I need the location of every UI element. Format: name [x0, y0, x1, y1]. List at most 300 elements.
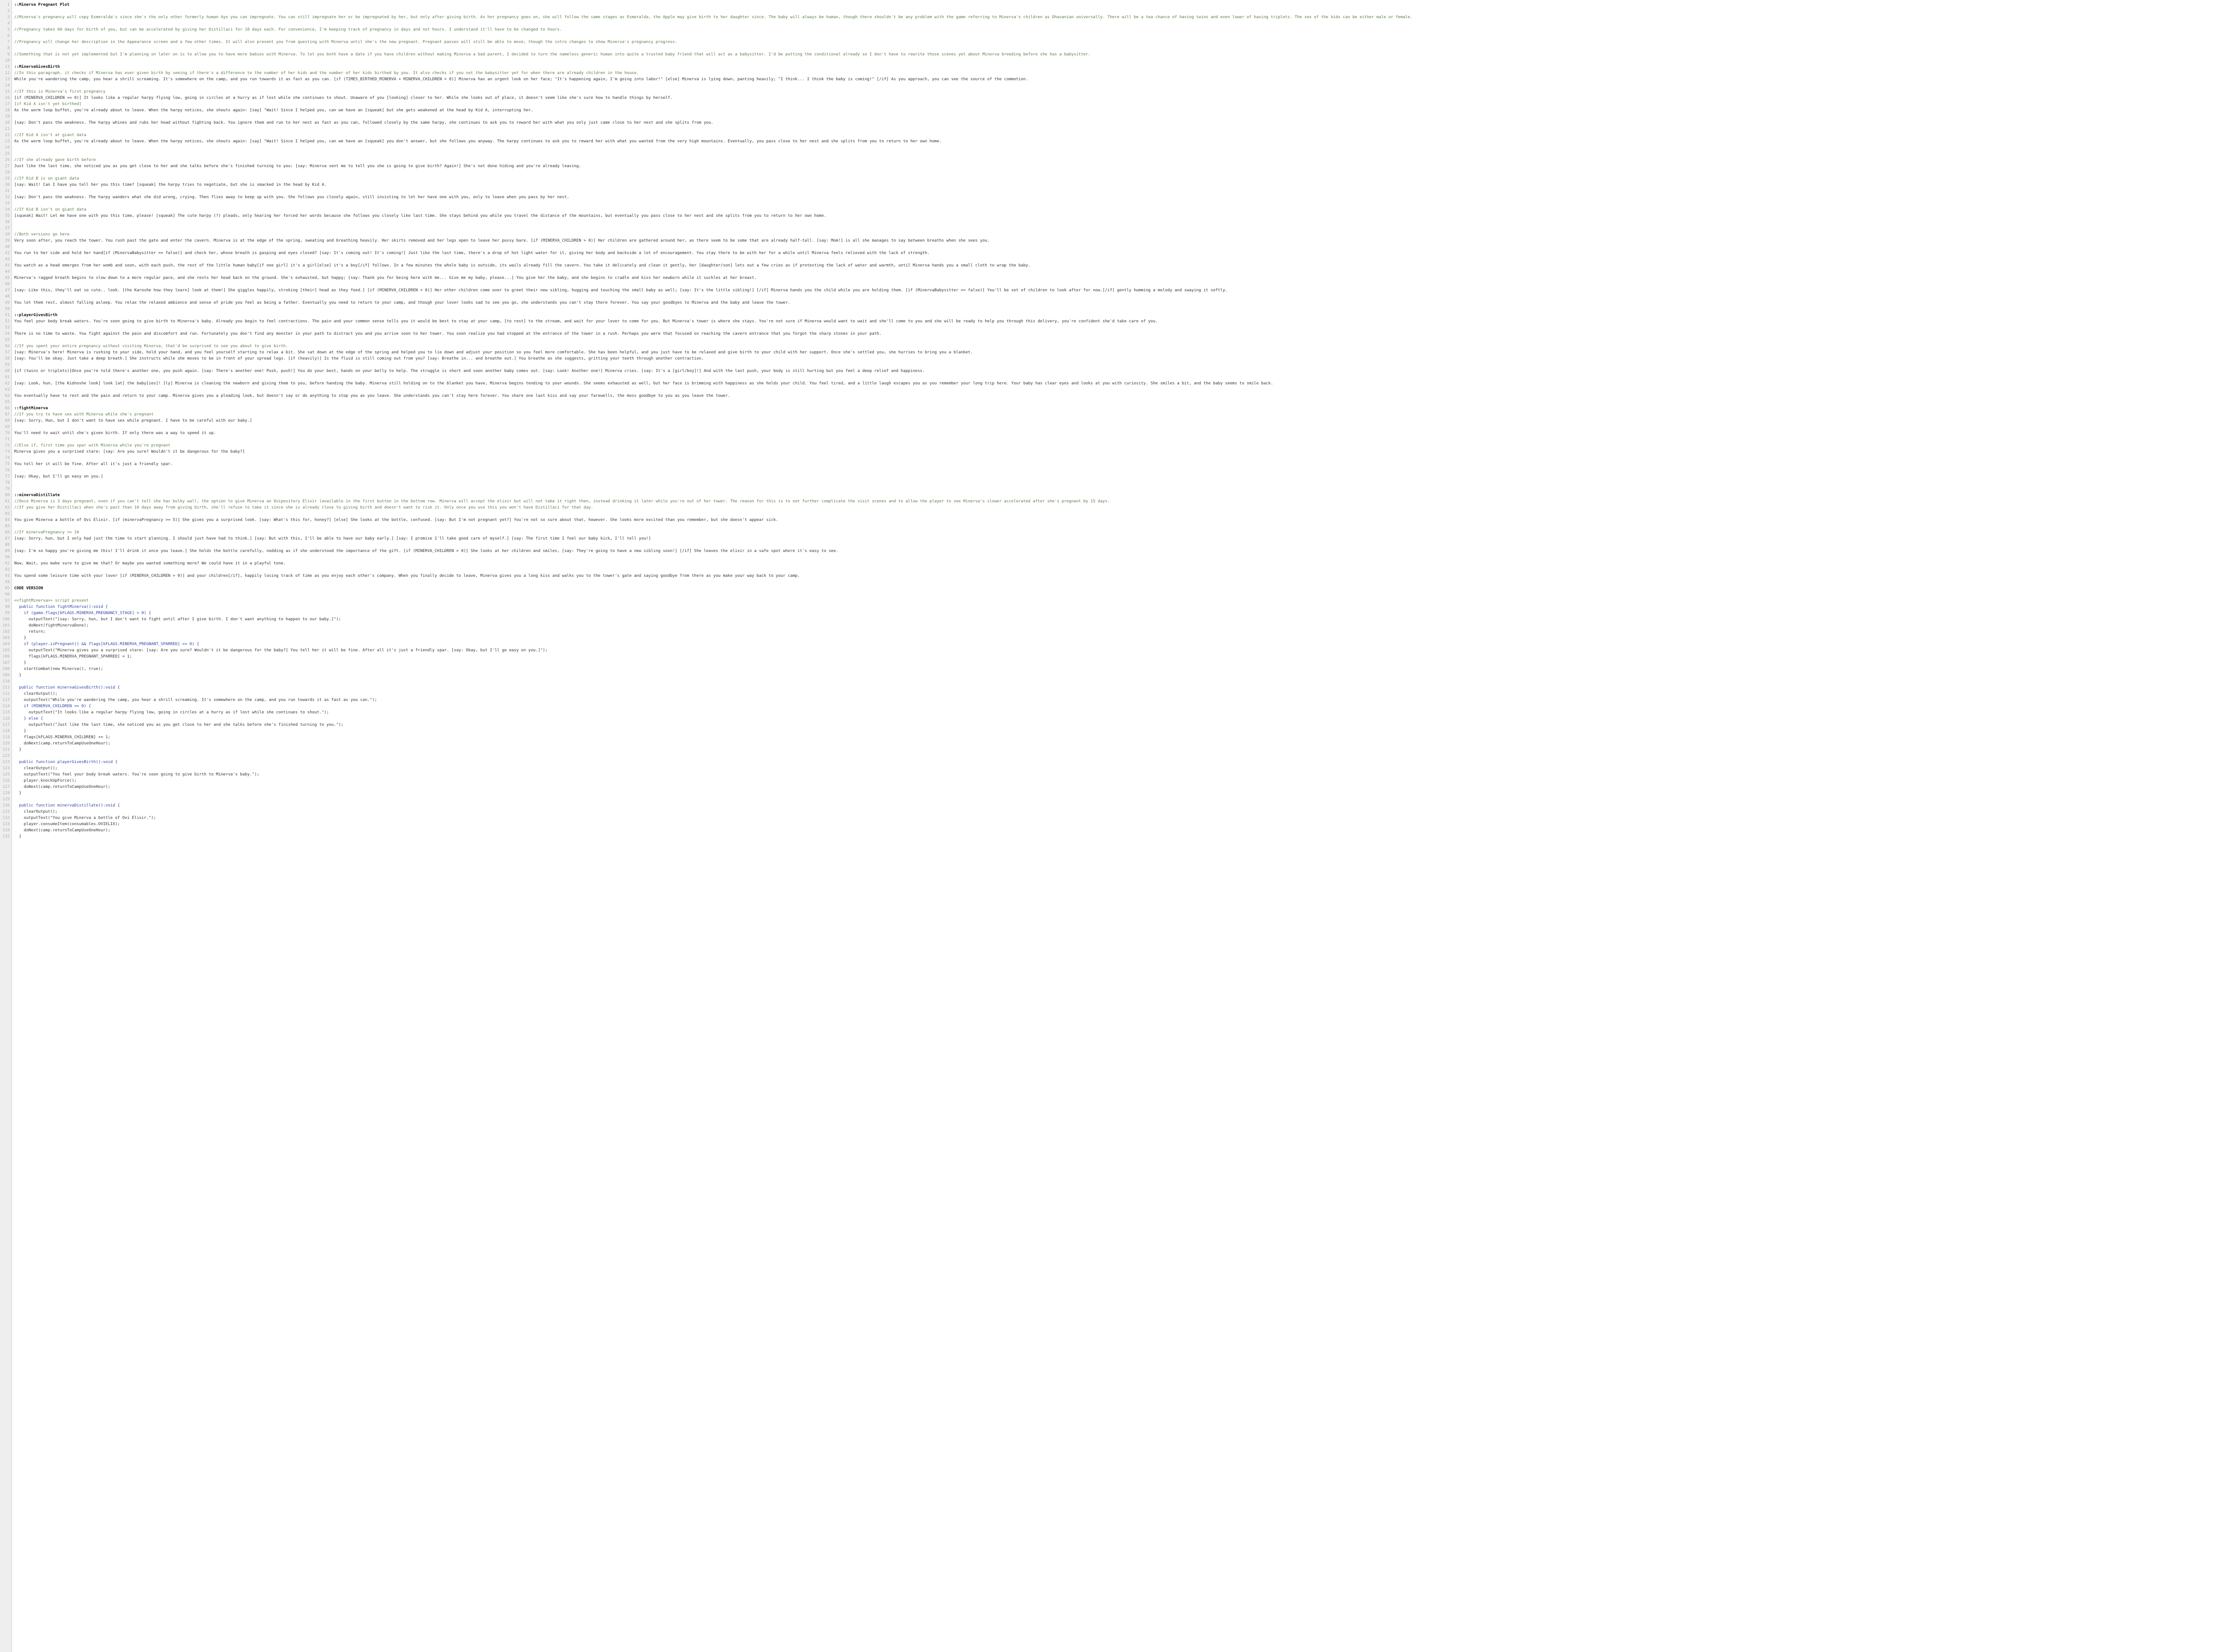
line-number: 86 — [5, 530, 10, 535]
line-number: 64 — [5, 394, 10, 398]
line-number: 59 — [5, 363, 10, 367]
line-text: You run to her side and hold her hand[if (MinervaBabysitter == false)] and check her, whose breath is gasping and eyes closed? [say: It's coming out! It's coming!] Just like the last time, there's a drop of hot light water for it, giving her body and backside a lot of encouragement. You stay there to be with her for a while until Minerva feels relieved with the lack of strength. — [14, 251, 930, 255]
line-text: You let them rest, almost falling asleep. You relax the relaxed ambience and sense of pride you feel as being a father. Eventually you need to return to your camp, and though your lover looks sad to see you go, she understands you can't stay there forever. You say your goodbyes to Minerva and the baby and leave the tower. — [14, 301, 791, 305]
line-text: outputText("While you're wandering the camp, you hear a shrill screaming. It's somewhere on the camp, and you run towards it as fast as you can."); — [14, 698, 377, 702]
line-text: You spend some leisure time with your lover [if (MINERVA_CHILDREN > 0)] and your children[/if], happily losing track of time as you enjoy each other's company. When you finally decide to leave, Minerva gives you a long kiss and walks you to the tower's gate and saying goodbye from there as you make your way back to your camp. — [14, 574, 800, 578]
text-line — [0, 598, 2217, 604]
line-number: 67 — [5, 412, 10, 417]
line-text: //If minervaPregnancy >= 10 — [14, 530, 79, 535]
line-number: 92 — [5, 568, 10, 572]
line-number: 71 — [5, 437, 10, 442]
text-line — [0, 356, 2217, 362]
line-text: //Else if, first time you spar with Minerva while you're pregnant — [14, 443, 171, 448]
line-text: Just like the last time, she noticed you as you get close to her and she talks before she's finished turning to you: [say: Minerva sent me to tell you she is going to give birth? Again!] She's not done hiding and you're already leaving. — [14, 164, 581, 168]
text-line — [0, 132, 2217, 138]
line-text: if (player.isPregnant() && flags[kFLAGS.MINERVA_PREGNANT_SPARRED] == 0) { — [14, 642, 200, 646]
line-text: You give Minerva a bottle of Ovi Elixir. [if (minervaPregnancy >= 5)] She gives you a surprised look. [say: What's this for, honey?] [else] She looks at the bottle, confused. [say: But I'm not pregnant yet?] You're not so sure about that, however. She looks more excited than you remember, but she doesn't appear sick. — [14, 518, 779, 522]
line-text: public function playerGivesBirth():void { — [14, 760, 118, 764]
text-line — [0, 39, 2217, 45]
line-text: } — [14, 791, 22, 795]
line-number: 16 — [5, 96, 10, 100]
line-number: 46 — [5, 282, 10, 286]
text-line — [0, 182, 2217, 188]
line-number: 115 — [2, 710, 10, 715]
text-line — [0, 498, 2217, 505]
text-line — [0, 560, 2217, 567]
text-line — [0, 256, 2217, 262]
text-line — [0, 325, 2217, 331]
line-number: 43 — [5, 263, 10, 268]
text-line — [0, 685, 2217, 691]
line-text: doNext(camp.returnToCampUseOneHour); — [14, 828, 110, 833]
text-line — [0, 138, 2217, 145]
text-line — [0, 411, 2217, 418]
text-line — [0, 691, 2217, 697]
line-text: You watch as a head emerges from her womb and soon, with each push, the rest of the little human baby[if one girl] it's a girl[else] it's a boy[/if] follows. In a few minutes the whole baby is outside, its wails already fill the cavern. You take it delicately and clean it gently, her [daughter/son] lets out a few cries as if protesting the lack of water and warmth, until Minerva hands you a small cloth to wrap the baby. — [14, 263, 1031, 268]
text-line — [0, 803, 2217, 809]
line-number: 4 — [7, 21, 10, 26]
line-number: 100 — [2, 617, 10, 622]
line-number: 90 — [5, 555, 10, 560]
text-line — [0, 101, 2217, 107]
text-line — [0, 114, 2217, 120]
text-line — [0, 45, 2217, 51]
line-text: There is no time to waste. You fight against the pain and discomfort and run. Fortunately you don't find any monster in your path to distract you and you arrive soon to her tower. You soon realize you had stopped at the entrance of the tower in a rush. Perhaps you were that focused on reaching the cavern entrance that you forgot the sharp stones in your path. — [14, 332, 882, 336]
line-number: 91 — [5, 561, 10, 566]
line-number: 32 — [5, 195, 10, 200]
line-number: 87 — [5, 536, 10, 541]
line-text: Minerva's ragged breath begins to slow down to a more regular pace, and she rests her head back on the ground. She's exhausted, but happy; [say: Thank you for being here with me... Give me my baby, please...] You give her the baby, and she begins to cradle and kiss her newborn while it suckles at her breast. — [14, 276, 757, 280]
line-number: 111 — [2, 685, 10, 690]
line-text: [if (MINERVA_CHILDREN == 0)] It looks like a regular harpy flying low, going in circles at a hurry as if lost while she continues to shout. Unaware of you [looking] closer to her. While she looks out of place, it doesn't seem like she's sure how to handle things by herself. — [14, 96, 673, 100]
line-number: 31 — [5, 189, 10, 193]
line-number: 20 — [5, 121, 10, 125]
line-text: <<fightMinerva>> script present — [14, 599, 89, 603]
line-number: 11 — [5, 65, 10, 69]
line-number: 121 — [2, 748, 10, 752]
line-text: //Pregnancy takes 60 days for birth of you, but can be accelerated by giving her Distillaci for 10 days each. For convenience, I'm keeping track of pregnancy in days and not hours. I understand it'll have to be changed to hours. — [14, 27, 562, 32]
line-number: 106 — [2, 654, 10, 659]
line-text: } — [14, 636, 27, 640]
line-text: player.consumeItem(consumables.OVIELIX); — [14, 822, 120, 826]
line-number: 79 — [5, 487, 10, 491]
text-line — [0, 672, 2217, 678]
text-line — [0, 89, 2217, 95]
text-line — [0, 660, 2217, 666]
line-number: 25 — [5, 152, 10, 156]
line-number: 130 — [2, 803, 10, 808]
line-number: 112 — [2, 692, 10, 696]
line-number: 57 — [5, 350, 10, 355]
text-line — [0, 58, 2217, 64]
text-line — [0, 306, 2217, 312]
line-number: 45 — [5, 276, 10, 280]
line-text: As the worm loop buffet, you're already about to leave. When the harpy notices, she shouts again: [say] "Wait! Since I helped you, can we have an [squeak] you don't answer, but she follows you anyway. The harpy continues to ask you to reward her with what you wanted from the very high mountains. Eventually, you pass close to her nest and she splits from you to return to her own home. — [14, 139, 942, 144]
line-text: [if (twins or triplets)]Once you're told there's another one, you push again. [say: There's another one! Push, push!] You do your best, hands on your belly to help. The struggle is short and soon another baby comes out. [say: Look! Another one!] Minerva cries. [say: It's a [girl/boy]!] And with the last push, your body is still hurting but you feel a deep relief and happiness. — [14, 369, 925, 373]
line-number: 124 — [2, 766, 10, 771]
text-line — [0, 76, 2217, 82]
line-text: outputText("It looks like a regular harpy flying low, going in circles at a hurry as if lost while she continues to shout."); — [14, 710, 329, 715]
line-text: if (game.flags[kFLAGS.MINERVA_PREGNANCY_STAGE] > 0) { — [14, 611, 151, 615]
line-text: outputText("Just like the last time, she noticed you as you get close to her and she talks before she's finished turning to you."); — [14, 723, 344, 727]
line-text: //Something that is not yet implemented but I'm planning on later on is to allow you to have more babies with Minerva. To let you both have a date if you have children without making Minerva a bad parent, I decided to turn the nameless generic human into quite a trusted baby friend that will act as a babysitter. I'd be putting the conditional already so I don't have to rewrite those scenes yet about Minerva breeding before she has a babysitter. — [14, 52, 1091, 57]
line-number: 132 — [2, 816, 10, 820]
text-line — [0, 604, 2217, 610]
line-text: //If Kid B isn't on giant data — [14, 207, 86, 212]
text-line — [0, 188, 2217, 194]
text-line — [0, 393, 2217, 399]
text-line — [0, 250, 2217, 256]
text-line — [0, 312, 2217, 318]
text-line — [0, 163, 2217, 169]
line-text: outputText("You feel your body break waters. You're soon going to give birth to Minerva's baby."); — [14, 772, 259, 777]
text-line — [0, 405, 2217, 411]
line-number: 122 — [2, 754, 10, 758]
text-line — [0, 238, 2217, 244]
line-number: 88 — [5, 543, 10, 547]
line-number: 36 — [5, 220, 10, 224]
text-line — [0, 647, 2217, 654]
line-text: //If Kid B is on giant data — [14, 176, 79, 181]
line-number: 2 — [7, 9, 10, 13]
line-number: 80 — [5, 493, 10, 497]
line-number: 74 — [5, 456, 10, 460]
line-text: clearOutput(); — [14, 766, 58, 771]
text-line — [0, 2, 2217, 8]
line-text: flags[kFLAGS.MINERVA_PREGNANT_SPARRED] = 1; — [14, 654, 132, 659]
text-line — [0, 585, 2217, 591]
text-line — [0, 442, 2217, 449]
line-number: 114 — [2, 704, 10, 709]
line-number: 13 — [5, 77, 10, 82]
text-line — [0, 809, 2217, 815]
line-text: outputText("Minerva gives you a surprised stare: [say: Are you sure? Wouldn't it be dangerous for the baby?] You tell her it will be fine. After all it's just a friendly spar. [say: Okay, but I'll go easy on you.]"); — [14, 648, 548, 653]
line-number: 94 — [5, 580, 10, 584]
text-line — [0, 269, 2217, 275]
text-line — [0, 542, 2217, 548]
line-text: startCombat(new Minerva(), true); — [14, 667, 103, 671]
line-number: 62 — [5, 381, 10, 386]
line-text: [say: Wait! Can I have you tell her you this time? [squeak] the harpy tries to negotiate, but she is smacked in the head by Kid A. — [14, 183, 327, 187]
text-line — [0, 461, 2217, 467]
line-number: 129 — [2, 797, 10, 802]
line-number: 66 — [5, 406, 10, 411]
line-number: 133 — [2, 822, 10, 826]
line-text: [say: You'll be okay. Just take a deep breath.] She instructs while she moves to be in front of your spread legs. [if (heavily)] Is the fluid is still coming out from you? [say: Breathe in... and breathe out.] You breathe as she suggests, gritting your teeth through another contraction. — [14, 356, 704, 361]
text-line — [0, 591, 2217, 598]
line-number: 96 — [5, 592, 10, 597]
line-number: 23 — [5, 139, 10, 144]
line-number: 68 — [5, 419, 10, 423]
text-line — [0, 64, 2217, 70]
line-number: 52 — [5, 319, 10, 324]
line-number: 28 — [5, 170, 10, 175]
line-text: //Both versions go here — [14, 232, 70, 237]
text-line — [0, 157, 2217, 163]
text-line — [0, 492, 2217, 498]
text-line — [0, 294, 2217, 300]
line-number: 33 — [5, 201, 10, 206]
text-line — [0, 275, 2217, 281]
line-number: 78 — [5, 481, 10, 485]
text-line — [0, 287, 2217, 294]
text-line — [0, 8, 2217, 14]
line-number: 8 — [7, 46, 10, 51]
text-line — [0, 14, 2217, 20]
line-number: 58 — [5, 356, 10, 361]
line-number: 7 — [7, 40, 10, 44]
line-text: You feel your body break waters. You're soon going to give birth to Minerva's baby. Already you begin to feel contractions. The pain and your common sense tells you it would be best to stay at your camp, [to rest] to the stream, and wait for your lover to come for you. But Minerva's tower is where she stays. You're not sure if Minerva would want to wait and she'll come to you and she will be ready to help you through this delivery, you're confident she'd take care of you. — [14, 319, 1158, 324]
line-number: 69 — [5, 425, 10, 429]
text-line — [0, 374, 2217, 380]
text-line — [0, 616, 2217, 622]
line-number: 83 — [5, 512, 10, 516]
line-number: 63 — [5, 388, 10, 392]
line-number: 119 — [2, 735, 10, 740]
line-number: 5 — [7, 27, 10, 32]
text-line — [0, 169, 2217, 176]
line-text: //If you spent your entire pregnancy without visiting Minerva, that'd be surprised to see you about to give birth. — [14, 344, 288, 348]
line-text: } — [14, 661, 27, 665]
line-text: [say: Okay, but I'll go easy on you.] — [14, 474, 103, 479]
text-line — [0, 709, 2217, 716]
line-text: Now, Wait, you make sure to give me that? Or maybe you wanted something more? We could have it in a playful tone. — [14, 561, 286, 566]
text-line — [0, 436, 2217, 442]
line-number: 125 — [2, 772, 10, 777]
text-line — [0, 821, 2217, 827]
text-line — [0, 120, 2217, 126]
line-number: 118 — [2, 729, 10, 733]
line-number: 44 — [5, 270, 10, 274]
line-text: outputText("[say: Sorry, hun, but I don't want to fight until after I give birth. I don't want anything to happen to our baby.]"); — [14, 617, 341, 622]
text-line — [0, 399, 2217, 405]
line-number: 108 — [2, 667, 10, 671]
text-line — [0, 765, 2217, 771]
line-number: 54 — [5, 332, 10, 336]
line-number: 19 — [5, 114, 10, 119]
line-number: 70 — [5, 431, 10, 435]
text-line — [0, 610, 2217, 616]
line-text: //In this paragraph, it checks if Minerva has ever given birth by seeing if there's a difference to the number of her kids and the number of her kids birthed by you. It also checks if you set the babysitter yet for when there are already children in the house. — [14, 71, 639, 75]
text-line — [0, 759, 2217, 765]
line-number: 3 — [7, 15, 10, 20]
text-line — [0, 827, 2217, 834]
line-number: 39 — [5, 239, 10, 243]
line-text: [say: Don't pass the weakness. The harpy whines and rubs her head without fighting back. You ignore them and run to her nest as fast as you can, followed closely by the same harpy, she continues to ask you to reward her with what you only just came close to her nest and she splits from you. — [14, 121, 713, 125]
line-number: 40 — [5, 245, 10, 249]
line-number: 26 — [5, 158, 10, 162]
line-number: 77 — [5, 474, 10, 479]
line-text: public function minervaDistillate():void { — [14, 803, 120, 808]
text-line — [0, 753, 2217, 759]
text-line — [0, 548, 2217, 554]
text-line — [0, 796, 2217, 803]
line-number: 126 — [2, 779, 10, 783]
text-line — [0, 318, 2217, 325]
line-text: While you're wandering the camp, you hear a shrill screaming. It's somewhere on the camp, and you run towards it as fast as you can. [if (TIMES_BIRTHED_MINERVA + MINERVA_CHILDREN > 0)] Minerva has an urgent look on her face; "It's happening again, I'm going into labor!" [else] Minerva is lying down, panting heavily; "I think... I think the baby is coming!" [/if] As you approach, you can see the source of the commotion. — [14, 77, 1028, 82]
text-line — [0, 784, 2217, 790]
line-text: You'll need to wait until she's given birth. If only there was a way to speed it up. — [14, 431, 216, 435]
text-line — [0, 536, 2217, 542]
line-number: 24 — [5, 145, 10, 150]
line-text: [say: Don't pass the weakness. The harpy wanders what she did wrong, crying. Then flies away to keep up with you. She follows you closely again, still insisting to let her have one with you, only to leave when you pass by her nest. — [14, 195, 569, 200]
line-number: 1 — [7, 3, 10, 7]
text-line — [0, 579, 2217, 585]
line-number: 47 — [5, 288, 10, 293]
text-line — [0, 194, 2217, 200]
line-text: //If you try to have sex with Minerva while she's pregnant — [14, 412, 154, 417]
line-text: //Once Minerva is 3 days pregnant, even if you can't tell she has bulky wall, the option to give Minerva an Ovipository Elixir (available in the first button in the bottom row. Minerva will accept the elixir but will not take it right then, instead drinking it later while you're out of her tower. The reason for this is to not further complicate the visit scenes and to allow the player to see Minerva's slower accelerated after she's pregnant by 15 days. — [14, 499, 1110, 504]
text-line — [0, 82, 2217, 89]
line-number: 131 — [2, 810, 10, 814]
line-text: flags[kFLAGS.MINERVA_CHILDREN] += 1; — [14, 735, 110, 740]
line-number: 48 — [5, 294, 10, 299]
line-text: You tell her it will be fine. After all it's just a friendly spar. — [14, 462, 173, 466]
text-line — [0, 622, 2217, 629]
text-line — [0, 834, 2217, 840]
line-number: 27 — [5, 164, 10, 168]
text-line — [0, 654, 2217, 660]
line-number: 103 — [2, 636, 10, 640]
line-number: 102 — [2, 630, 10, 634]
line-text: doNext(camp.returnToCampUseOneHour); — [14, 785, 110, 789]
text-line — [0, 790, 2217, 796]
line-number: 84 — [5, 518, 10, 522]
text-line — [0, 734, 2217, 740]
line-number: 35 — [5, 214, 10, 218]
line-text: [say: Like this, they'll eat so cute.. look. [the Karoshe how they learn] look at them!] She giggles happily, stroking [their] head as they feed.] [if (MINERVA_CHILDREN > 0)] Her other children come over to greet their new sibling, hugging and touching the small baby as well; [say: It's the little sibling!] [/if] Minerva hands you the child while you are holding them. [if (MinervaBabysitter == false)] You'll be set of children to look after for now.[/if] gently humming a melody and swaying it softly. — [14, 288, 1228, 293]
text-line — [0, 343, 2217, 349]
line-text: doNext(camp.returnToCampUseOneHour); — [14, 741, 110, 746]
text-line — [0, 567, 2217, 573]
line-number: 61 — [5, 375, 10, 380]
text-line — [0, 380, 2217, 387]
line-number: 101 — [2, 623, 10, 628]
text-line — [0, 20, 2217, 27]
line-number: 15 — [5, 90, 10, 94]
line-text: ::Minerva Pregnant Plot — [14, 3, 70, 7]
text-line — [0, 778, 2217, 784]
text-line — [0, 262, 2217, 269]
line-number: 120 — [2, 741, 10, 746]
line-number: 72 — [5, 443, 10, 448]
line-number: 6 — [7, 34, 10, 38]
line-text: } — [14, 834, 22, 839]
line-number: 41 — [5, 251, 10, 255]
text-line — [0, 70, 2217, 76]
text-line — [0, 424, 2217, 430]
line-text: //If Kid A isn't at giant data — [14, 133, 86, 137]
text-line — [0, 486, 2217, 492]
text-line — [0, 815, 2217, 821]
line-number: 82 — [5, 505, 10, 510]
text-line — [0, 474, 2217, 480]
line-number: 81 — [5, 499, 10, 504]
line-number: 29 — [5, 176, 10, 181]
line-number: 14 — [5, 83, 10, 88]
text-line — [0, 573, 2217, 579]
text-line — [0, 281, 2217, 287]
text-line — [0, 430, 2217, 436]
line-number: 135 — [2, 834, 10, 839]
line-number: 127 — [2, 785, 10, 789]
line-text: outputText("You give Minerva a bottle of Ovi Elixir."); — [14, 816, 156, 820]
text-line — [0, 517, 2217, 523]
line-text: [squeak] Wait! Let me have one with you this time, please! [squeak] The cute harpy (?) pleads, only hearing her forced her words because she follows you closely like last time. She stays behind you while you travel the distance of the mountains, but eventually you pass close to her nest and she splits from you to return to her own home. — [14, 214, 826, 218]
line-number: 93 — [5, 574, 10, 578]
line-number: 50 — [5, 307, 10, 311]
line-number: 109 — [2, 673, 10, 677]
line-number: 123 — [2, 760, 10, 764]
text-line — [0, 362, 2217, 368]
line-text: //If she already gave birth before — [14, 158, 96, 162]
line-text: public function minervaGivesBirth():void { — [14, 685, 120, 690]
text-line — [0, 126, 2217, 132]
text-line — [0, 331, 2217, 337]
text-line — [0, 225, 2217, 231]
text-line — [0, 219, 2217, 225]
line-text: clearOutput(); — [14, 810, 58, 814]
line-text: if (MINERVA_CHILDREN == 0) { — [14, 704, 91, 709]
text-line — [0, 728, 2217, 734]
line-number: 128 — [2, 791, 10, 795]
line-number: 105 — [2, 648, 10, 653]
text-line — [0, 467, 2217, 474]
line-text: [say: Look, hun, [the Kidnoshe look] look [at] the baby[ies]! [ly] Minerva is cleaning the newborn and giving them to you, before handing the baby. Minerva still holding on to the blanket you have, Minerva begins tending to your wounds. She seems exhausted as well, but her face is brimming with happiness as she holds your child. You feel tired, and a little laugh escapes you as you remember your long trip here. Your baby has clear eyes and looks at you with curiosity. She smiles a bit, and the baby seems to smile back. — [14, 381, 1273, 386]
line-text: } — [14, 729, 27, 733]
line-text: } — [14, 673, 22, 677]
text-line — [0, 747, 2217, 753]
line-number: 104 — [2, 642, 10, 646]
line-number: 12 — [5, 71, 10, 75]
line-number: 117 — [2, 723, 10, 727]
text-line — [0, 207, 2217, 213]
line-number: 34 — [5, 207, 10, 212]
line-number: 38 — [5, 232, 10, 237]
line-number: 55 — [5, 338, 10, 342]
line-text: clearOutput(); — [14, 692, 58, 696]
line-text: ::minervaDistillate — [14, 493, 60, 497]
line-number: 134 — [2, 828, 10, 833]
text-line — [0, 151, 2217, 157]
text-line — [0, 722, 2217, 728]
line-number: 116 — [2, 716, 10, 721]
text-line — [0, 51, 2217, 58]
line-text: As the worm loop buffet, you're already about to leave. When the harpy notices, she shouts again: [say] "Wait! Since I helped you, can we have an [squeak] but she gets weakened at the head by Kid A, interrupting her. — [14, 108, 533, 113]
text-line — [0, 449, 2217, 455]
line-number: 21 — [5, 127, 10, 131]
text-line — [0, 697, 2217, 703]
line-number: 53 — [5, 325, 10, 330]
line-text: //If you give her Distillaci when she's past than 10 days away from giving birth, she'll refuse to take it since she is already close to giving birth and doesn't want to risk it. Only once you use this you won't have Distillaci for that day. — [14, 505, 593, 510]
text-line — [0, 337, 2217, 343]
line-number: 113 — [2, 698, 10, 702]
text-line — [0, 33, 2217, 39]
text-line — [0, 176, 2217, 182]
line-number: 9 — [7, 52, 10, 57]
text-line — [0, 740, 2217, 747]
line-number: 56 — [5, 344, 10, 348]
line-text: [say: Sorry, hun, but I only had just the time to start planning. I should just have had to think.] [say: But with this, I'll be able to have our baby early.] [say: I promise I'll take good care of myself.] [say: The first time I feel our baby kick, I'll tell you!] — [14, 536, 651, 541]
line-text: [say: Sorry, Hun, but I don't want to have sex while pregnant. I have to be careful with our baby.] — [14, 419, 252, 423]
text-line — [0, 387, 2217, 393]
line-text: //Minerva's pregnancy will copy Esmeralda's since she's the only other formerly human Ayo you can impregnate. You can still impregnate her or be impregnated by her, but only after giving birth. As her pregnancy goes on, she will follow the same stages as Esmeralda, the Apple may give birth to her daughter since. The baby will always be human, though there shouldn't be any problem with the game referring to Minerva's children as Dhavanian universally. There will be a tea chance of having twins and even lower of having triplets. The sex of the kids can be either male or female. — [14, 15, 1413, 20]
line-number: 65 — [5, 400, 10, 404]
text-line — [0, 505, 2217, 511]
line-number: 37 — [5, 226, 10, 231]
line-number: 22 — [5, 133, 10, 137]
line-number: 60 — [5, 369, 10, 373]
